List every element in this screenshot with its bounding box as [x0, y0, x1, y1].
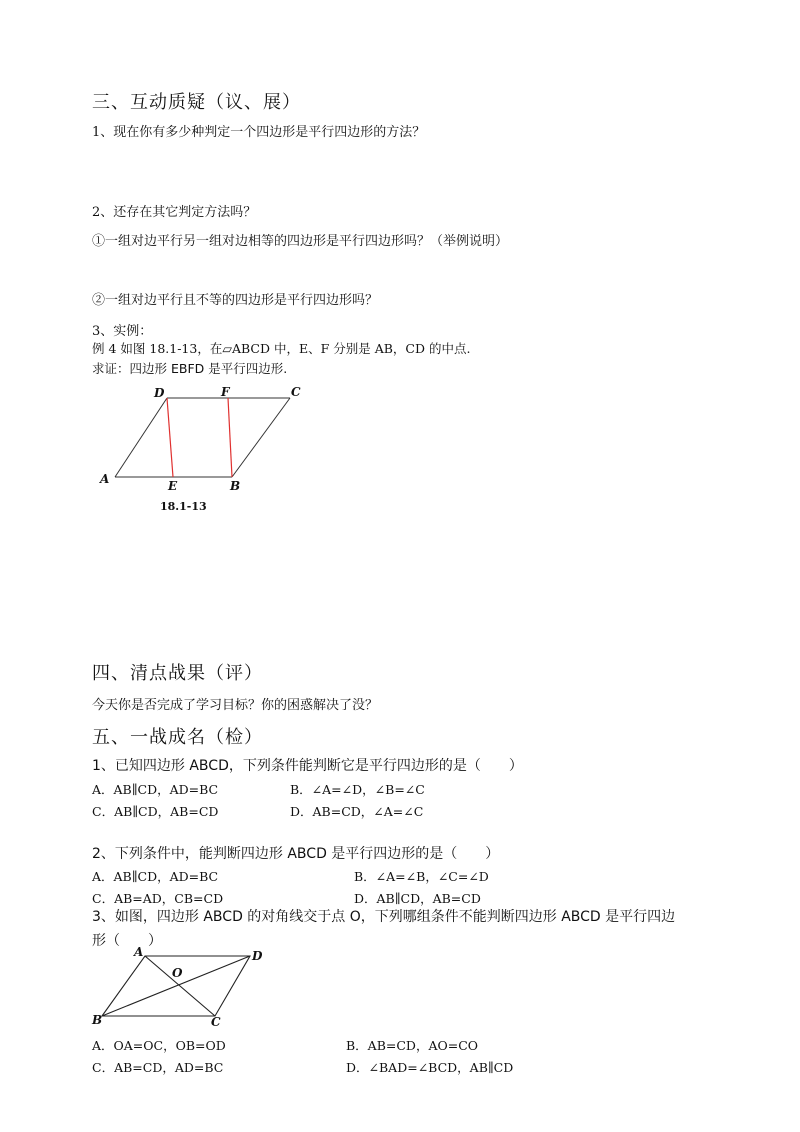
- q1-option-d: D．AB=CD，∠A=∠C: [290, 804, 424, 819]
- quiz-question-1: 1、已知四边形 ABCD，下列条件能判断它是平行四边形的是（ ）: [92, 758, 523, 774]
- label-c: C: [211, 1015, 221, 1029]
- label-a: A: [100, 472, 110, 486]
- example-4: 例 4 如图 18.1-13，在▱ABCD 中，E、F 分别是 AB，CD 的中点.: [92, 341, 471, 356]
- q2-option-a: A．AB∥CD，AD=BC: [92, 869, 219, 884]
- question-2: 2、还存在其它判定方法吗？: [92, 205, 257, 220]
- q3-option-d: D．∠BAD=∠BCD，AB∥CD: [346, 1060, 514, 1075]
- section4-text: 今天你是否完成了学习目标？你的困惑解决了没？: [92, 698, 379, 713]
- q2-option-b: B．∠A=∠B，∠C=∠D: [354, 869, 489, 884]
- question-1: 1、现在你有多少种判定一个四边形是平行四边形的方法？: [92, 125, 426, 140]
- segment-de: [167, 398, 173, 477]
- question-2a: ①一组对边平行另一组对边相等的四边形是平行四边形吗？（举例说明）: [92, 234, 509, 249]
- section5-heading: 五、一战成名（检）: [92, 727, 263, 748]
- parallelogram-diagonals-figure: [90, 944, 270, 1032]
- label-e: E: [168, 479, 178, 493]
- label-b: B: [92, 1013, 103, 1027]
- q3-option-c: C．AB=CD，AD=BC: [92, 1060, 224, 1075]
- figure-caption: 18.1-13: [160, 500, 207, 513]
- quiz-question-3-line1: 3、如图，四边形 ABCD 的对角线交于点 O，下列哪组条件不能判断四边形 ABCD 是平行四边: [92, 909, 676, 925]
- q2-option-d: D．AB∥CD，AB=CD: [354, 891, 481, 906]
- question-2b: ②一组对边平行且不等的四边形是平行四边形吗？: [92, 293, 379, 308]
- label-c: C: [291, 385, 301, 399]
- q1-option-c: C．AB∥CD，AB=CD: [92, 804, 219, 819]
- diagonal-ac: [145, 956, 215, 1016]
- edge-bc: [232, 398, 290, 477]
- section3-heading: 三、互动质疑（议、展）: [92, 92, 301, 113]
- q3-option-b: B．AB=CD，AO=CO: [346, 1038, 479, 1053]
- label-f: F: [221, 385, 230, 399]
- quiz-question-2: 2、下列条件中，能判断四边形 ABCD 是平行四边形的是（ ）: [92, 846, 500, 862]
- quiz-question-3-line2: 形（ ）: [92, 933, 162, 949]
- section4-heading: 四、清点战果（评）: [92, 663, 263, 684]
- q3-option-a: A．OA=OC，OB=OD: [92, 1038, 226, 1053]
- edge-ad: [115, 398, 167, 477]
- label-d: D: [154, 386, 165, 400]
- question-3: 3、实例：: [92, 324, 153, 339]
- label-d: D: [252, 949, 263, 963]
- diagonal-bd: [102, 956, 250, 1016]
- label-b: B: [230, 479, 241, 493]
- label-o: O: [172, 966, 183, 980]
- q2-option-c: C．AB=AD，CB=CD: [92, 891, 224, 906]
- segment-fb: [228, 398, 232, 477]
- q1-option-b: B．∠A=∠D，∠B=∠C: [290, 782, 425, 797]
- q1-option-a: A．AB∥CD，AD=BC: [92, 782, 219, 797]
- label-a: A: [134, 945, 144, 959]
- parallelogram-figure-18-1-13: [90, 382, 320, 517]
- prove-statement: 求证：四边形 EBFD 是平行四边形.: [92, 361, 288, 376]
